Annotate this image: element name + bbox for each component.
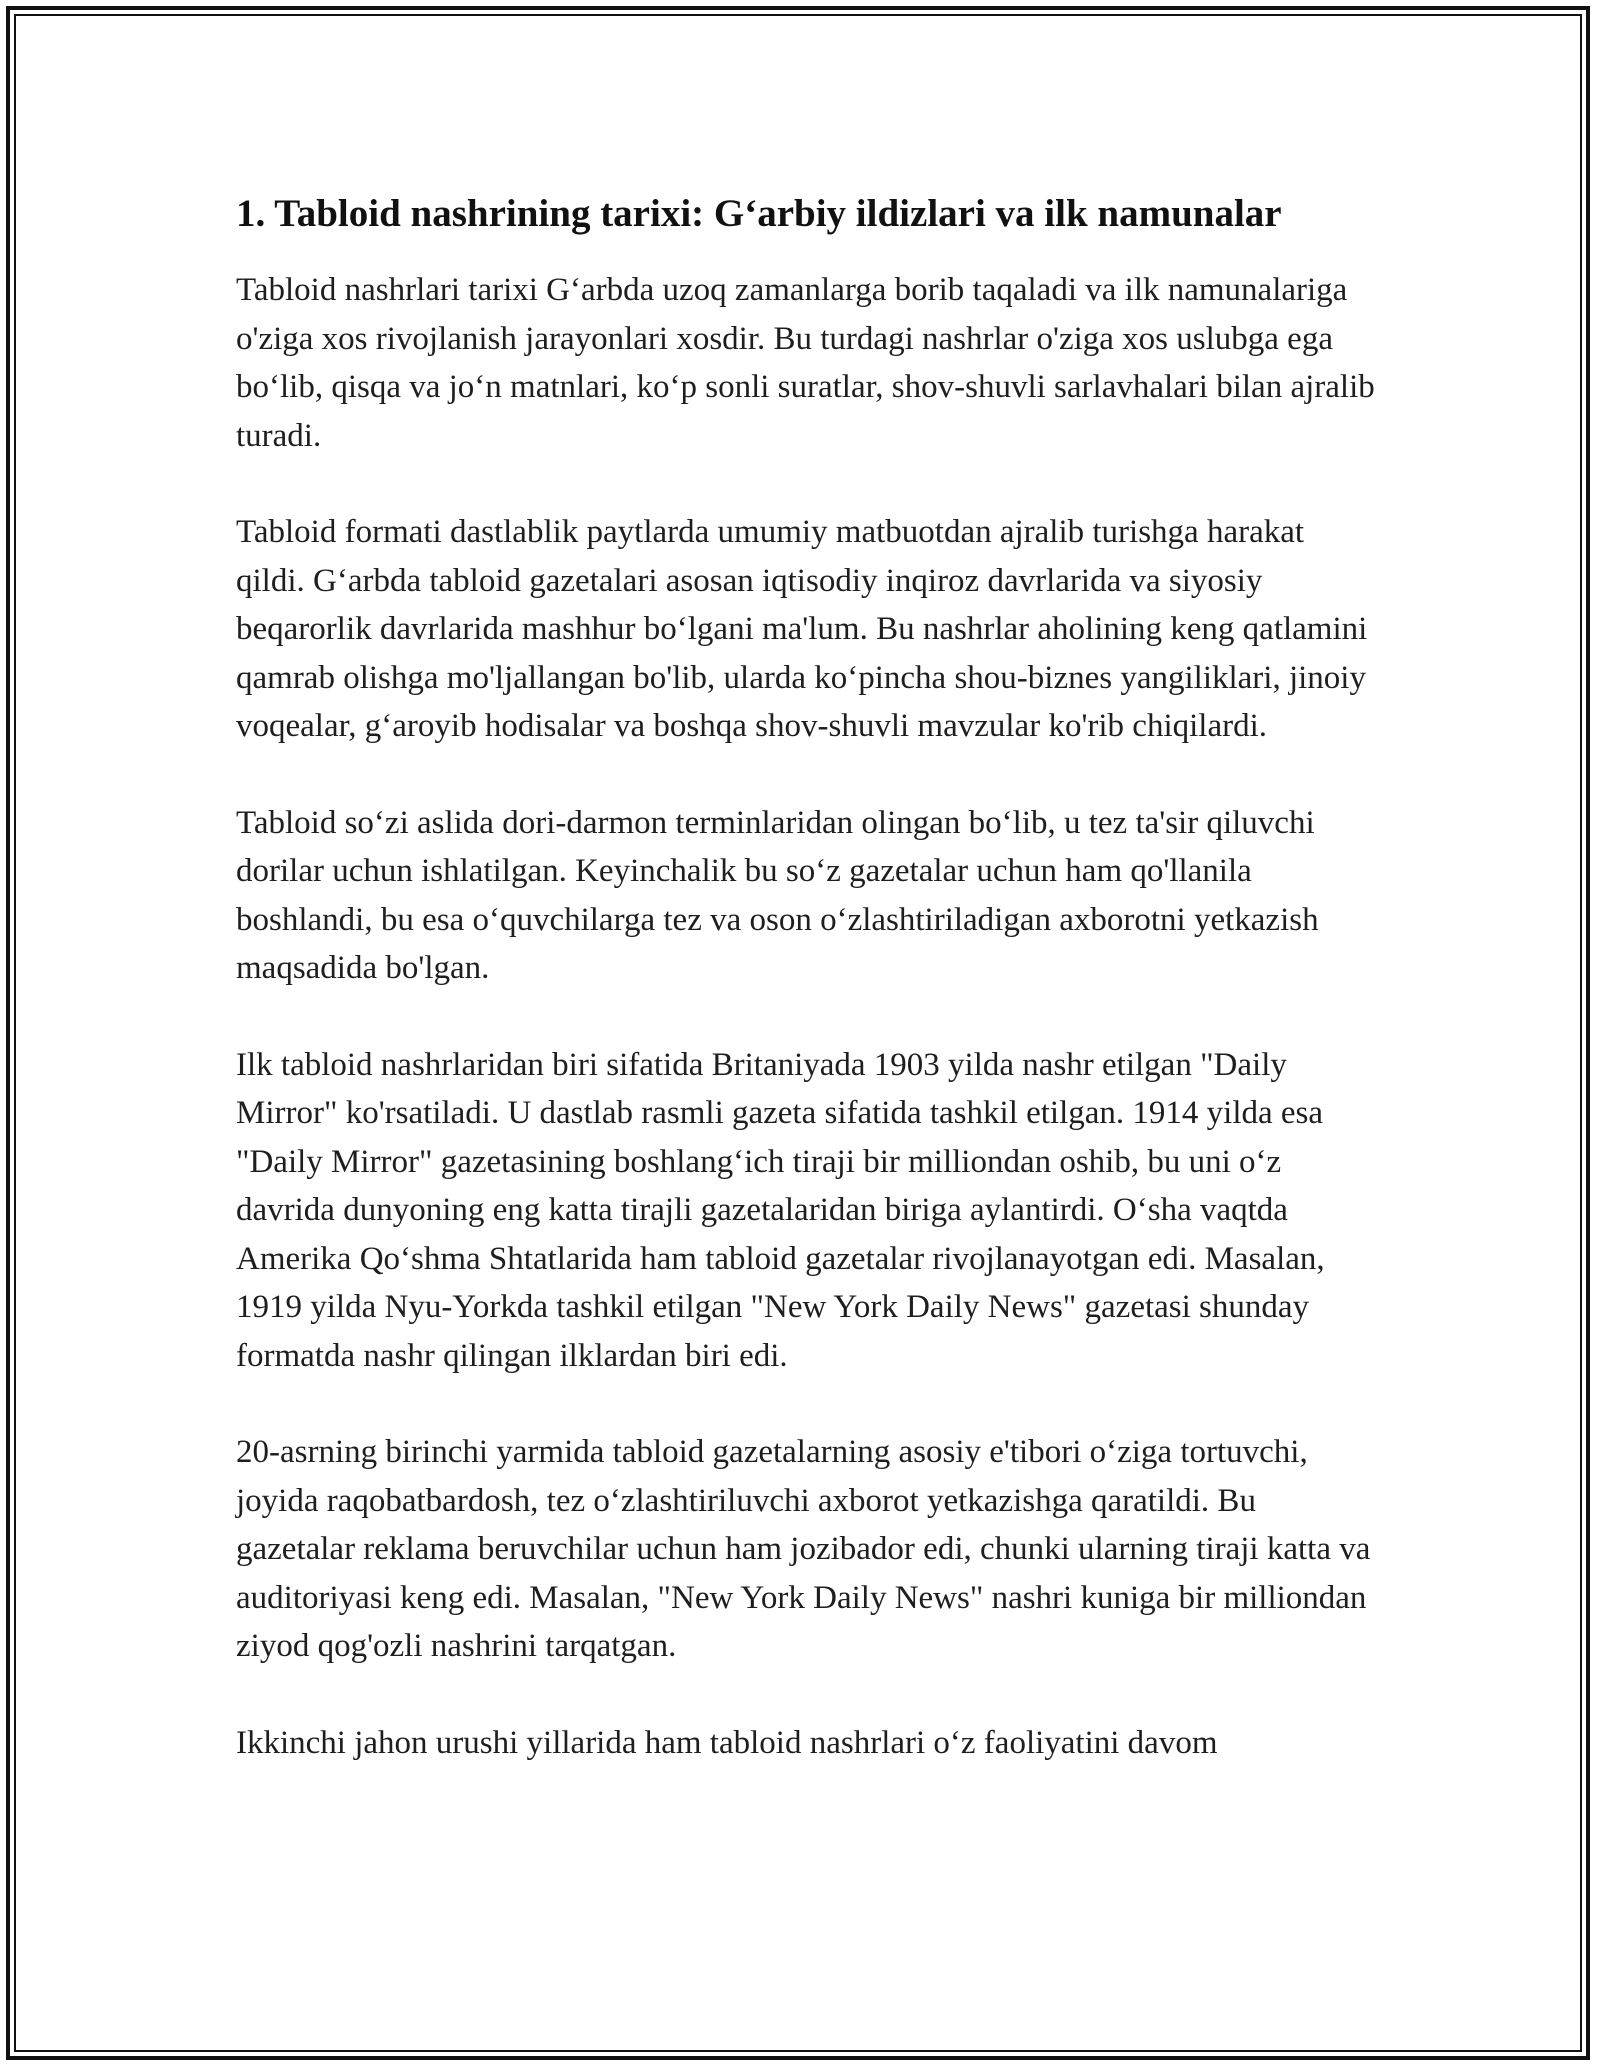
paragraph-4: Ilk tabloid nashrlaridan biri sifatida Britaniyada 1903 yilda nashr etilgan "Daily Mirror" ko'rsatiladi. U dastlab rasmli gazeta sifatida tashkil etilgan. 1914 yilda esa "Daily Mirror" gazetasining boshlang‘ich tiraji bir milliondan oshib, bu uni o‘z davrida dunyoning eng katta tirajli gazetalaridan biriga aylantirdi. O‘sha vaqtda Amerika Qo‘shma Shtatlarida ham tabloid gazetalar rivojlanayotgan edi. Masalan, 1919 yilda Nyu-Yorkda tashkil etilgan "New York Daily News" gazetasi shunday formatda nashr qilingan ilklardan biri edi. [236,1046,1325,1374]
paragraph-1: Tabloid nashrlari tarixi G‘arbda uzoq zamanlarga borib taqaladi va ilk namunalariga o'ziga xos rivojlanish jarayonlari xosdir. Bu turdagi nashrlar o'ziga xos uslubga ega bo‘lib, qisqa va jo‘n matnlari, ko‘p sonli suratlar, shov-shuvli sarlavhalari bilan ajralib turadi. [236,272,1375,454]
paragraph-2: Tabloid formati dastlablik paytlarda umumiy matbuotdan ajralib turishga harakat qildi. G‘arbda tabloid gazetalari asosan iqtisodiy inqiroz davrlarida va siyosiy beqarorlik davrlarida mashhur bo‘lgani ma'lum. Bu nashrlar aholining keng qatlamini qamrab olishga mo'ljallangan bo'lib, ularda ko‘pincha shou-biznes yangiliklari, jinoiy voqealar, g‘aroyib hodisalar va boshqa shov-shuvli mavzular ko'rib chiqilardi. [236,514,1368,744]
paragraph-3: Tabloid so‘zi aslida dori-darmon terminlaridan olingan bo‘lib, u tez ta'sir qiluvchi dorilar uchun ishlatilgan. Keyinchalik bu so‘z gazetalar uchun ham qo'llanila boshlandi, bu esa o‘quvchilarga tez va oson o‘zlashtiriladigan axborotni yetkazish maqsadida bo'lgan. [236,804,1319,986]
paragraph-5: 20-asrning birinchi yarmida tabloid gazetalarning asosiy e'tibori o‘ziga tortuvchi, joyida raqobatbardosh, tez o‘zlashtiriluvchi axborot yetkazishga qaratildi. Bu gazetalar reklama beruvchilar uchun ham jozibador edi, chunki ularning tiraji katta va auditoriyasi keng edi. Masalan, "New York Daily News" nashri kuniga bir milliondan ziyod qog'ozli nashrini tarqatgan. [236,1434,1371,1664]
paragraph-6: Ikkinchi jahon urushi yillarida ham tabloid nashrlari o‘z faoliyatini davom [236,1724,1218,1761]
section-heading: 1. Tabloid nashrining tarixi: G‘arbiy ildizlari va ilk namunalar [236,192,1282,235]
document-body [236,188,1376,1767]
